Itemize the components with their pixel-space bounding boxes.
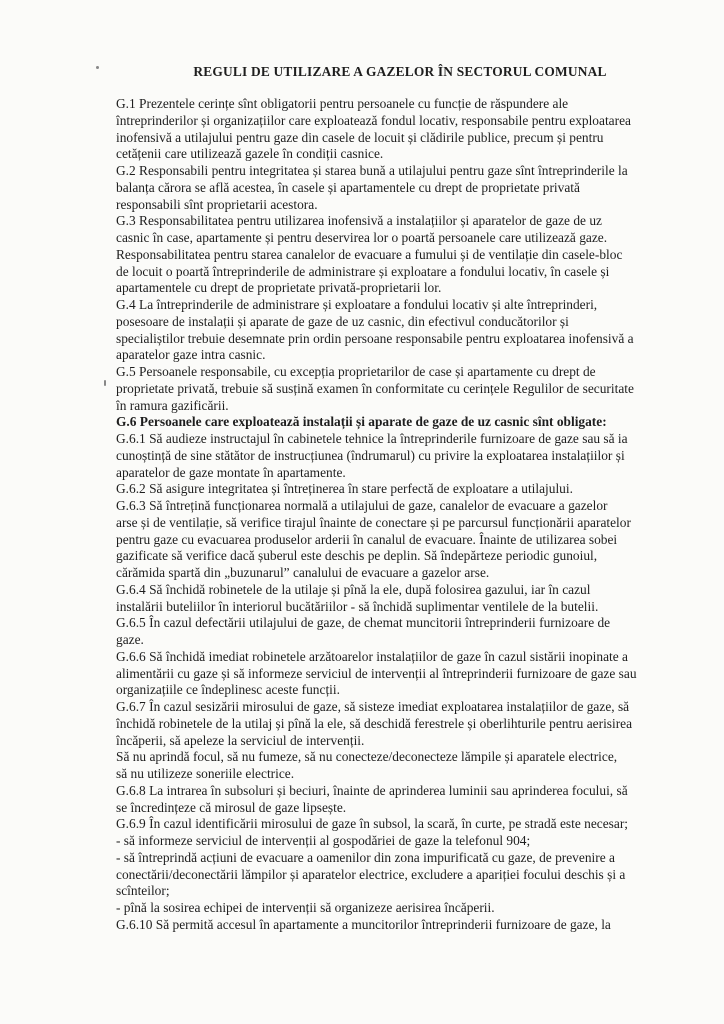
text-line: G.6.6 Să închidă imediat robinetele arzătoarelor instalațiilor de gaze în cazul sistării inopinate a	[116, 648, 628, 664]
text-line: organizațiile ce îndeplinesc aceste funcții.	[116, 682, 340, 698]
text-line: de locuit o poartă întreprinderile de administrare și exploatare a fondului locativ, în casele și	[116, 263, 610, 279]
text-line: G.6.2 Să asigure integritatea și întreținerea în stare perfectă de exploatare a utilajului.	[116, 481, 573, 497]
section-heading: G.6 Persoanele care exploatează instalații și aparate de gaze de uz casnic sînt obligate:	[116, 414, 607, 430]
text-line: G.6.5 În cazul defectării utilajului de gaze, de chemat muncitorii întreprinderii furnizoare de	[116, 615, 611, 631]
text-line: întreprinderilor și organizațiilor care exploatează fondul locativ, responsabile pentru exploatarea	[116, 112, 631, 128]
text-line: scînteilor;	[116, 883, 170, 899]
text-line: specialiștilor trebuie desemnate prin ordin persoane responsabile pentru exploatarea inofensivă a	[116, 330, 634, 346]
text-line: alimentării cu gaze și să informeze serviciul de intervenții al întreprinderii furnizoare de gaze sau	[116, 665, 637, 681]
text-line: Să nu aprindă focul, să nu fumeze, să nu conecteze/deconecteze lămpile și aparatele electrice,	[116, 749, 618, 765]
text-line: - să informeze serviciul de intervenții al gospodăriei de gaze la telefonul 904;	[116, 833, 531, 848]
text-line: responsabili sînt proprietarii acestora.	[116, 196, 318, 212]
text-line: gazificate să verifice dacă șuberul este deschis pe deplin. Să îndepărteze periodic gunoiul,	[116, 548, 598, 564]
text-line: Responsabilitatea pentru starea canalelor de evacuare a fumului și de ventilație din casele-bloc	[116, 246, 623, 262]
text-line: încăperii, să apeleze la serviciul de intervenții.	[116, 732, 365, 748]
scan-speck	[104, 380, 106, 386]
scan-speck	[96, 66, 99, 69]
document-title: REGULI DE UTILIZARE A GAZELOR ÎN SECTORUL COMUNAL	[193, 64, 607, 79]
text-line: G.6.3 Să întrețină funcționarea normală a utilajului de gaze, canalelor de evacuare a gazelor	[116, 498, 608, 513]
text-line: se încredințeze că mirosul de gaze lipsește.	[116, 799, 347, 815]
text-line: închidă robinetele de la utilaj și pînă la ele, să deschidă ferestrele și oberlihturile pentru aerisirea	[116, 715, 633, 731]
text-line: în ramura gazificării.	[116, 397, 229, 413]
text-line: gaze.	[116, 632, 144, 647]
document-body	[116, 96, 672, 934]
text-line: cetățenii care utilizează gazele în condiții casnice.	[116, 146, 384, 162]
text-line: aparatelor gaze intra casnic.	[116, 347, 266, 363]
text-line: pentru gaze cu evacuarea produselor arderii în canalul de evacuare. Înainte de utilizarea sobei	[116, 531, 618, 547]
text-line: să nu utilizeze soneriile electrice.	[116, 766, 295, 781]
text-line: G.6.7 În cazul sesizării mirosului de gaze, să sisteze imediat exploatarea instalațiilor de gaze, să	[116, 699, 630, 714]
text-line: casnic în case, apartamente și pentru deservirea lor o poartă persoanele care utilizează gaze.	[116, 230, 608, 245]
text-line: balanța cărora se află acestea, în casele și apartamentele cu drept de proprietate privată	[116, 179, 580, 195]
text-line: cărămida spartă din „buzunarul” canalului de evacuare a gazelor arse.	[116, 565, 490, 580]
text-line: instalării buteliilor în interiorul bucătăriilor - să închidă suplimentar ventilele de la butelii.	[116, 598, 599, 614]
text-line: inofensivă a utilajului pentru gaze din casele de locuit și clădirile publice, precum și pentru	[116, 129, 604, 145]
text-line: arse și de ventilație, să verifice tirajul înainte de conectare și pe parcursul funcționării aparatelor	[116, 514, 631, 530]
text-line: G.4 La întreprinderile de administrare și exploatare a fondului locativ și alte întreprinderi,	[116, 297, 598, 312]
text-line: posesoare de instalații și aparate de gaze de uz casnic, din efectivul conducătorilor și	[116, 313, 569, 329]
text-line: G.6.4 Să închidă robinetele de la utilaje și pînă la ele, după folosirea gazului, iar în cazul	[116, 581, 591, 597]
text-line: - pînă la sosirea echipei de intervenții să organizeze aerisirea încăperii.	[116, 900, 495, 915]
text-line: G.2 Responsabili pentru integritatea și starea bună a utilajului pentru gaze sînt întreprinderile la	[116, 163, 628, 178]
text-line: cunoștință de sine stătător de instrucțiunea (îndrumarul) cu privire la exploatarea instalațiilor și	[116, 447, 625, 463]
text-line: G.5 Persoanele responsabile, cu excepția proprietarilor de case și apartamente cu drept de	[116, 364, 596, 379]
text-line: proprietate privată, trebuie să susțină examen în conformitate cu cerințele Regulilor de securitate	[116, 380, 634, 396]
text-line: conectării/deconectării lămpilor și aparatelor electrice, excludere a apariției focului deschis și a	[116, 866, 626, 882]
text-line: apartamentele cu drept de proprietate privată-proprietarii lor.	[116, 280, 442, 296]
text-line: G.6.9 În cazul identificării mirosului de gaze în subsol, la scară, în curte, pe stradă este necesar;	[116, 816, 628, 832]
text-line: G.6.1 Să audieze instructajul în cabinetele tehnice la întreprinderile furnizoare de gaze sau să ia	[116, 431, 628, 446]
text-line: - să întreprindă acțiuni de evacuare a oamenilor din zona impurificată cu gaze, de prevenire a	[116, 849, 615, 865]
text-line: G.6.10 Să permită accesul în apartamente a muncitorilor întreprinderii furnizoare de gaze, la	[116, 916, 611, 932]
text-line: G.6.8 La intrarea în subsoluri și beciuri, înainte de aprinderea luminii sau aprinderea focului, să	[116, 782, 628, 798]
text-line: G.3 Responsabilitatea pentru utilizarea inofensivă a instalațiilor și aparatelor de gaze de uz	[116, 213, 602, 229]
text-line: aparatelor de gaze montate în apartamente.	[116, 464, 346, 480]
text-line: G.1 Prezentele cerințe sînt obligatorii pentru persoanele cu funcție de răspundere ale	[116, 96, 569, 111]
